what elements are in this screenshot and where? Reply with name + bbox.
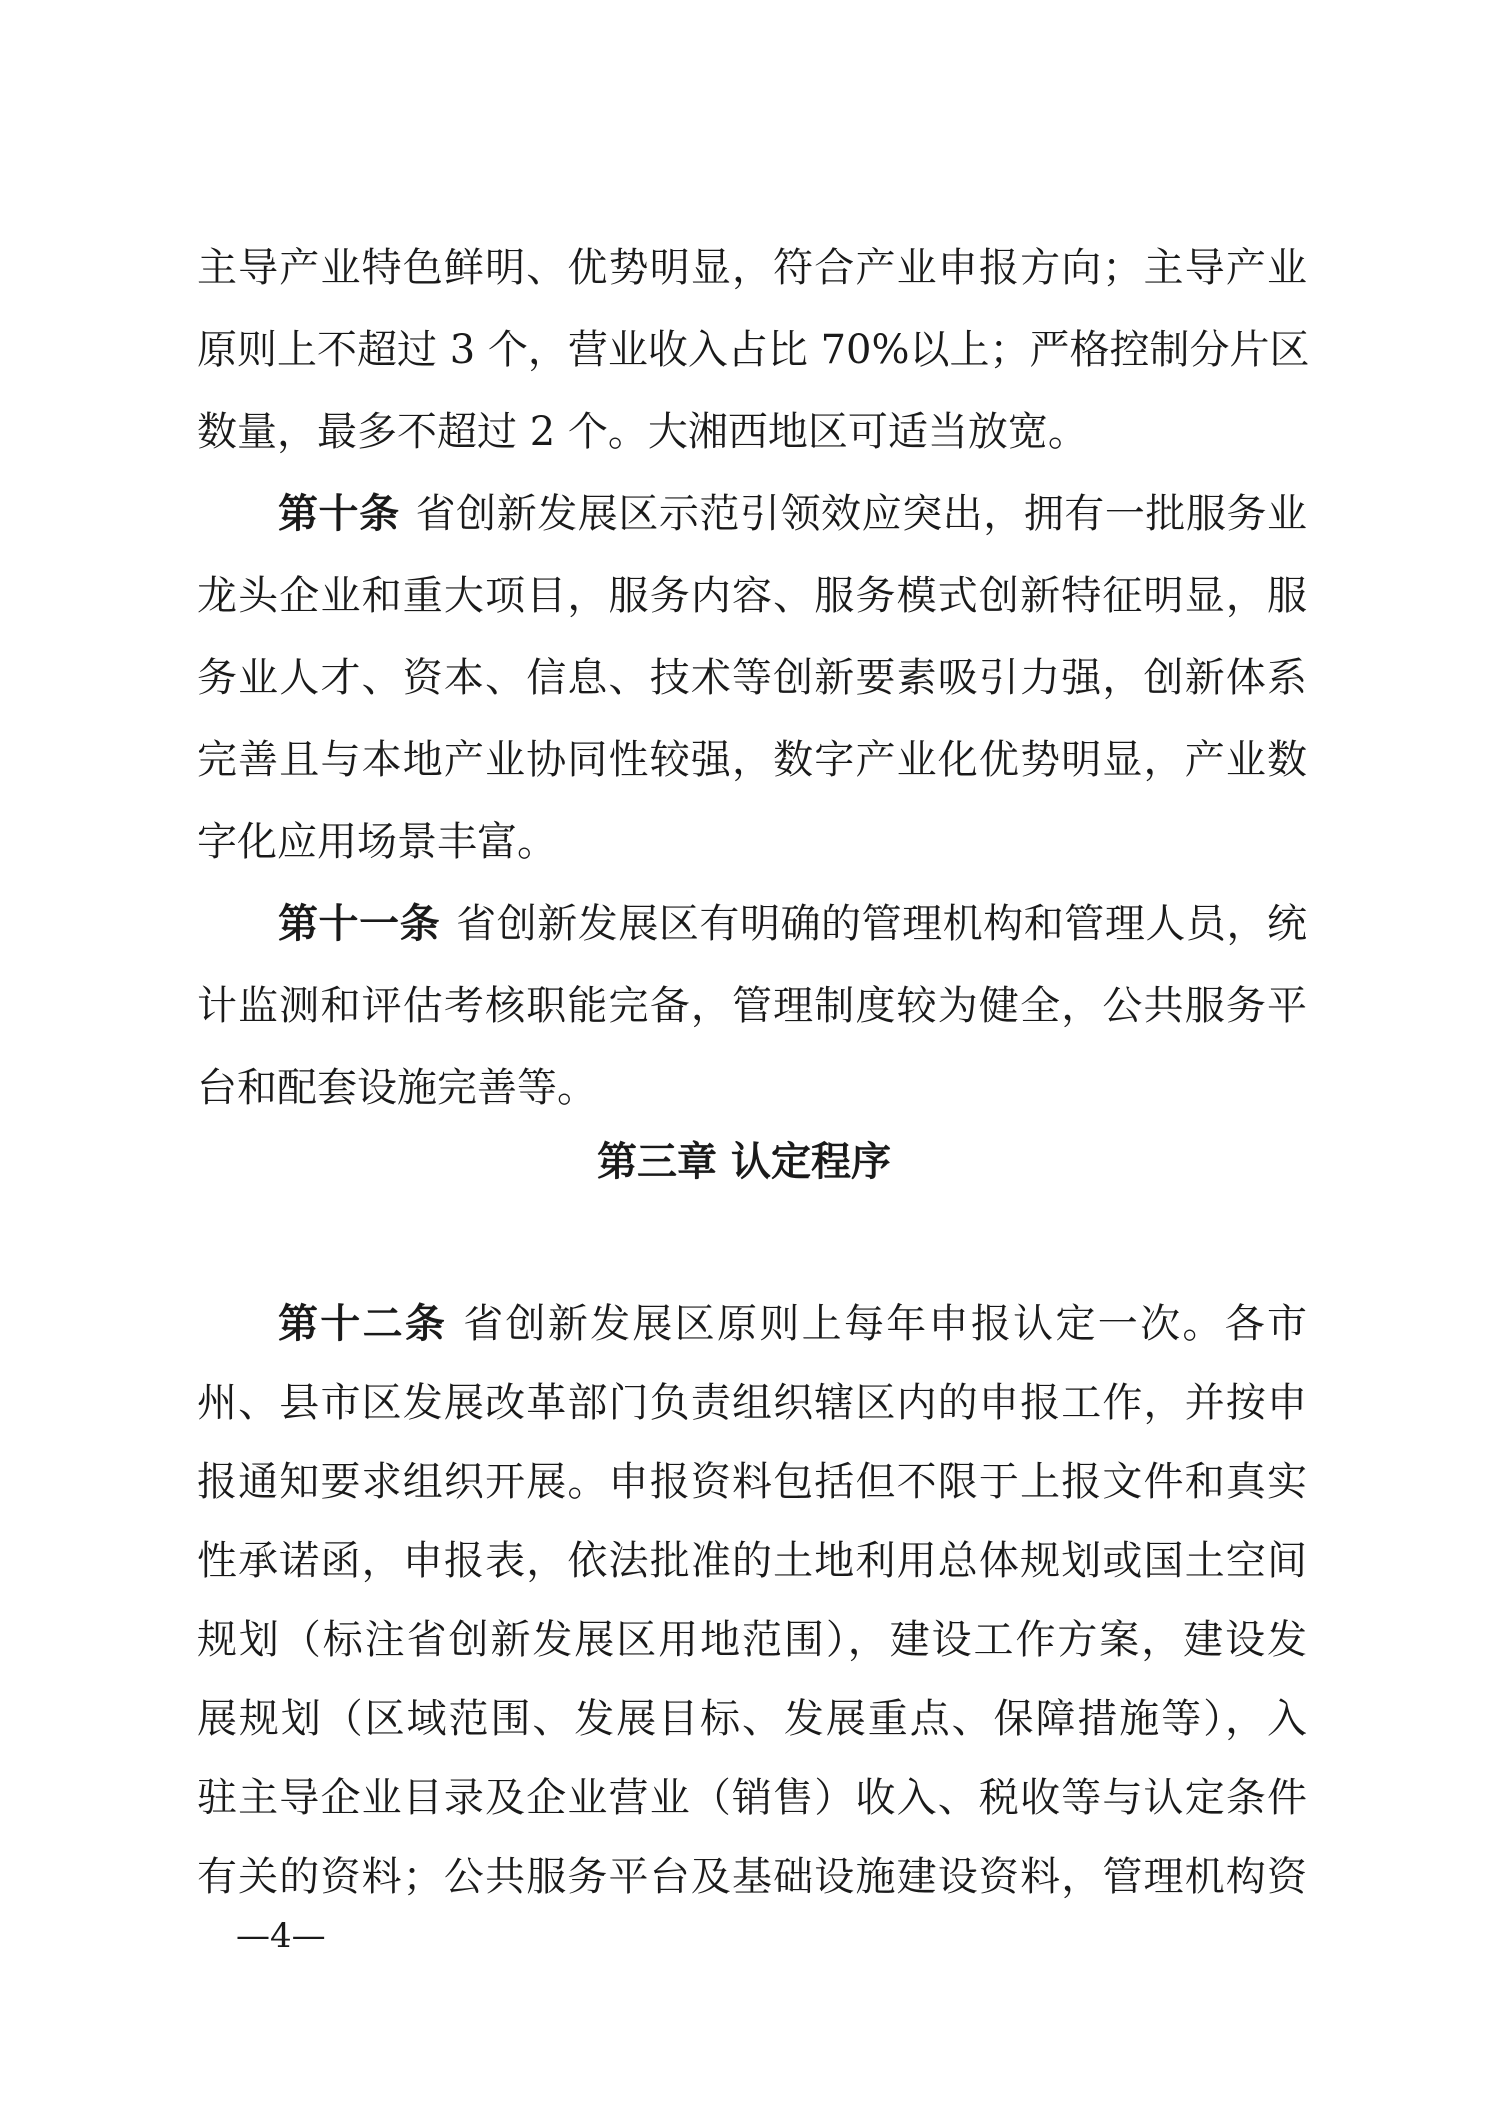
article-text: 省创新发展区原则上每年申报认定一次。各市 <box>463 1301 1308 1347</box>
text-line: 有关的资料；公共服务平台及基础设施建设资料，管理机构资 <box>197 1854 1307 1900</box>
article-label: 第十条 <box>278 491 400 537</box>
article-label: 第十一条 <box>278 901 441 947</box>
article-12-first-line <box>278 1300 1307 1348</box>
article-text: 省创新发展区有明确的管理机构和管理人员，统 <box>456 901 1308 947</box>
text-line: 台和配套设施完善等。 <box>197 1065 597 1111</box>
page-number: —4— <box>236 1916 326 1956</box>
text-line: 龙头企业和重大项目，服务内容、服务模式创新特征明显，服 <box>197 573 1307 619</box>
text-line: 展规划（区域范围、发展目标、发展重点、保障措施等），入 <box>197 1696 1307 1742</box>
text-line: 报通知要求组织开展。申报资料包括但不限于上报文件和真实 <box>197 1459 1307 1505</box>
text-line: 主导产业特色鲜明、优势明显，符合产业申报方向；主导产业 <box>197 245 1307 291</box>
text-line: 驻主导企业目录及企业营业（销售）收入、税收等与认定条件 <box>197 1775 1307 1821</box>
article-10-first-line <box>278 490 1307 538</box>
text-line: 务业人才、资本、信息、技术等创新要素吸引力强，创新体系 <box>197 655 1307 701</box>
text-line: 州、县市区发展改革部门负责组织辖区内的申报工作，并按申 <box>197 1380 1307 1426</box>
text-line: 计监测和评估考核职能完备，管理制度较为健全，公共服务平 <box>197 983 1307 1029</box>
text-line: 字化应用场景丰富。 <box>197 819 557 865</box>
article-label: 第十二条 <box>278 1301 448 1347</box>
text-line: 性承诺函，申报表，依法批准的土地利用总体规划或国土空间 <box>197 1538 1307 1584</box>
chapter-title: 第三章 认定程序 <box>597 1139 891 1185</box>
text-line: 数量，最多不超过 2 个。大湘西地区可适当放宽。 <box>197 409 1088 455</box>
article-11-first-line <box>278 900 1307 948</box>
article-text: 省创新发展区示范引领效应突出，拥有一批服务业 <box>415 491 1307 537</box>
text-line: 完善且与本地产业协同性较强，数字产业化优势明显，产业数 <box>197 737 1307 783</box>
text-line: 原则上不超过 3 个，营业收入占比 70%以上；严格控制分片区 <box>197 327 1310 373</box>
text-line: 规划（标注省创新发展区用地范围），建设工作方案，建设发 <box>197 1617 1307 1663</box>
